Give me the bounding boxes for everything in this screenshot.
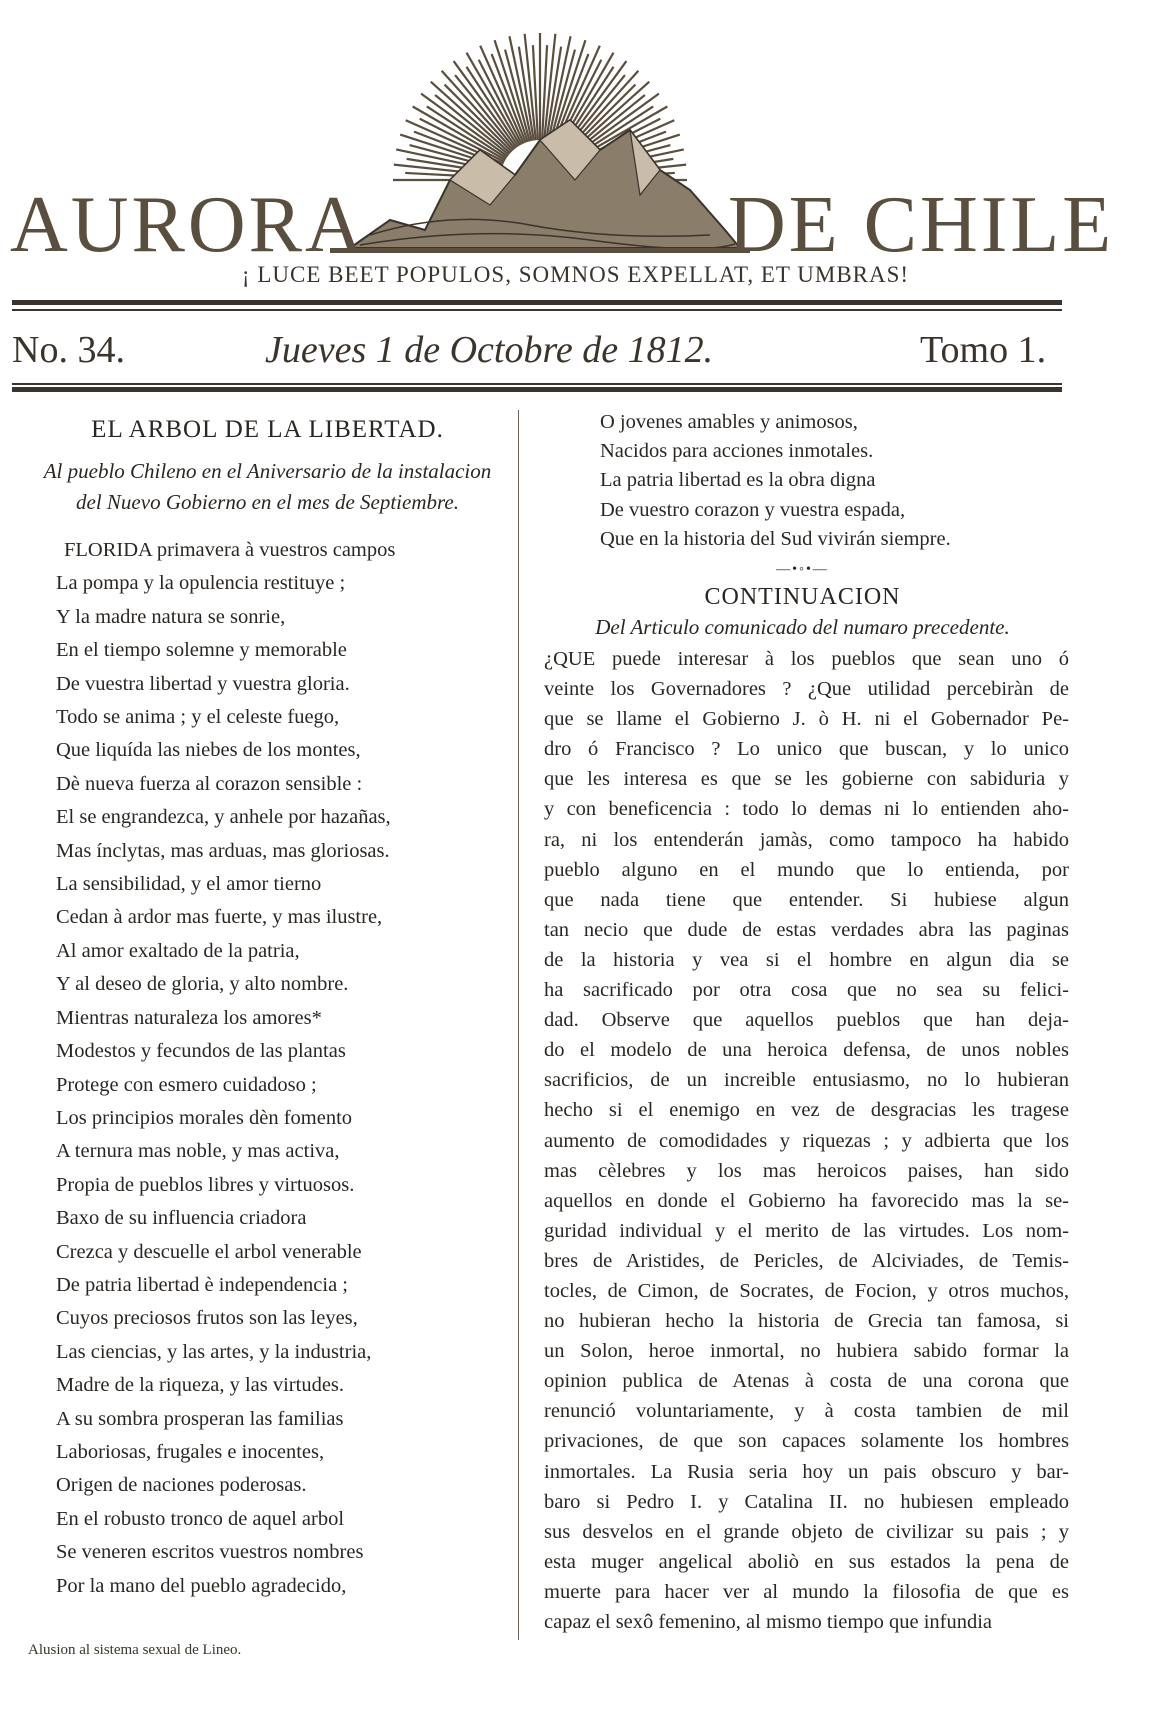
- masthead-title-left: AURORA: [10, 181, 366, 269]
- poem-closing-stanza: [530, 408, 1075, 554]
- poem-title: EL ARBOL DE LA LIBERTAD.: [91, 416, 444, 443]
- poem-body: [20, 534, 515, 1603]
- article-line: muerte para hacer ver al mundo la filosofia de que es: [544, 1580, 1069, 1603]
- header-rule-top-thin: [12, 309, 1062, 311]
- article-line: ha sacrificado por otra cosa que no sea su felici-: [544, 979, 1069, 1002]
- poem-line: Origen de naciones poderosas.: [56, 1474, 307, 1497]
- poem-line: Crezca y descuelle el arbol venerable: [56, 1240, 362, 1263]
- article-line: sus desvelos en el grande objeto de civilizar su pais ; y: [544, 1520, 1069, 1543]
- masthead: [0, 30, 1151, 287]
- header-rule-top: [12, 300, 1062, 305]
- poem-line: De patria libertad è independencia ;: [56, 1273, 348, 1296]
- header-rule-bottom: [12, 387, 1062, 392]
- poem-line: Dè nueva fuerza al corazon sensible :: [56, 772, 363, 795]
- article-subtitle: Del Articulo comunicado del numaro precedente.: [595, 615, 1010, 640]
- article-line: renunció voluntariamente, y à costa tambien de mil: [544, 1400, 1069, 1423]
- article-line: que se llame el Gobierno J. ò H. ni el Gobernador Pe-: [544, 708, 1069, 731]
- poem-line: Todo se anima ; y el celeste fuego,: [56, 706, 340, 729]
- article-line: tan necio que dude de estas verdades abra las paginas: [544, 918, 1069, 941]
- stanza-line: O jovenes amables y animosos,: [600, 411, 858, 433]
- article-line: hecho si el enemigo en vez de desgracias les tragese: [544, 1099, 1069, 1122]
- article-line: que les interesa es que se les gobierne con sabiduria y: [544, 768, 1069, 791]
- poem-line: A su sombra prosperan las familias: [56, 1407, 344, 1430]
- article-line: dad. Observe que aquellos pueblos que han deja-: [544, 1009, 1069, 1032]
- poem-line: En el robusto tronco de aquel arbol: [56, 1507, 345, 1530]
- article-column: [530, 408, 1075, 1637]
- article-line: no hubieran hecho la historia de Grecia tan famosa, si: [544, 1310, 1069, 1333]
- stanza-line: La patria libertad es la obra digna: [600, 469, 876, 492]
- poem-line: Cedan à ardor mas fuerte, y mas ilustre,: [56, 906, 383, 929]
- article-line: esta muger angelical aboliò en sus estados la pena de: [544, 1550, 1069, 1573]
- article-line: que nada tiene que entender. Si hubiese algun: [544, 888, 1069, 911]
- poem-line: Y al deseo de gloria, y alto nombre.: [56, 973, 349, 996]
- poem-dedication-line: del Nuevo Gobierno en el mes de Septiembre.: [76, 490, 459, 514]
- sun-ray: [492, 54, 526, 143]
- poem-line: Mientras naturaleza los amores*: [56, 1006, 322, 1029]
- issue-date: Jueves 1 de Octobre de 1812.: [265, 329, 714, 371]
- poem-line: Madre de la riqueza, y las virtudes.: [56, 1374, 345, 1397]
- article-line: bres de Aristides, de Pericles, de Alciviades, de Temis-: [544, 1249, 1069, 1272]
- poem-line: Propia de pueblos libres y virtuosos.: [56, 1173, 355, 1196]
- poem-line: Al amor exaltado de la patria,: [56, 939, 300, 962]
- header-rule-bottom-thin: [12, 383, 1062, 385]
- poem-line: Mas ínclytas, mas arduas, mas gloriosas.: [56, 839, 390, 862]
- poem-column: [20, 408, 515, 1603]
- article-line: ¿QUE puede interesar à los pueblos que sean uno ó: [544, 648, 1069, 671]
- article-line: aquellos en donde el Gobierno ha favorecido mas la se-: [544, 1189, 1069, 1212]
- poem-line: Se veneren escritos vuestros nombres: [56, 1541, 364, 1564]
- poem-line: FLORIDA primavera à vuestros campos: [64, 539, 396, 561]
- article-line: privaciones, de que son capaces solamente los hombres: [544, 1430, 1069, 1453]
- article-line: sacrificios, de un increible entusiasmo, no lo hubieran: [544, 1069, 1069, 1092]
- masthead-title-right: DE CHILE: [728, 181, 1115, 269]
- section-flourish: —•◦•—: [776, 562, 829, 578]
- article-line: ra, ni los entenderán jamàs, como tampoco ha habido: [544, 828, 1069, 851]
- article-line: pueblo alguno en el mundo que lo entienda, por: [544, 858, 1069, 881]
- article-line: capaz el sexô femenino, al mismo tiempo que infundia: [544, 1611, 993, 1634]
- article-line: tocles, de Cimon, de Socrates, de Focion, y otros muchos,: [544, 1279, 1069, 1302]
- article-body: [530, 644, 1075, 1637]
- stanza-line: Nacidos para acciones inmotales.: [600, 440, 874, 463]
- article-line: de la historia y vea si el hombre en algun dia se: [544, 948, 1069, 971]
- poem-line: Los principios morales dèn fomento: [56, 1106, 353, 1129]
- poem-line: Que liquída las niebes de los montes,: [56, 739, 361, 762]
- rising-sun-mountains-emblem: [330, 30, 750, 265]
- poem-dedication: [20, 456, 515, 518]
- article-line: y con beneficencia : todo lo demas ni lo entienden aho-: [544, 798, 1069, 821]
- poem-line: Laboriosas, frugales e inocentes,: [56, 1440, 325, 1463]
- poem-line: Las ciencias, y las artes, y la industria,: [56, 1340, 372, 1363]
- issue-number: No. 34.: [12, 329, 125, 371]
- poem-line: La sensibilidad, y el amor tierno: [56, 873, 322, 896]
- article-line: do el modelo de una heroica defensa, de unos nobles: [544, 1039, 1069, 1062]
- poem-line: Por la mano del pueblo agradecido,: [56, 1574, 347, 1597]
- issue-tome: Tomo 1.: [920, 329, 1047, 371]
- article-title: CONTINUACION: [704, 584, 901, 611]
- article-line: guridad individual y el merito de las virtudes. Los nom-: [544, 1219, 1069, 1242]
- poem-dedication-line: Al pueblo Chileno en el Aniversario de la instalacion: [43, 459, 492, 483]
- poem-line: En el tiempo solemne y memorable: [56, 639, 347, 662]
- article-line: veinte los Governadores ? ¿Que utilidad percebiràn de: [544, 678, 1069, 701]
- poem-line: Y la madre natura se sonrie,: [56, 605, 286, 628]
- stanza-line: Que en la historia del Sud vivirán siempre.: [600, 527, 951, 550]
- article-line: baro si Pedro I. y Catalina II. no hubiesen empleado: [544, 1490, 1069, 1513]
- article-line: mas cèlebres y los mas heroicos paises, han sido: [544, 1159, 1069, 1182]
- poem-line: A ternura mas noble, y mas activa,: [56, 1140, 340, 1163]
- poem-line: Modestos y fecundos de las plantas: [56, 1040, 346, 1063]
- issue-line: [0, 328, 1151, 378]
- poem-line: El se engrandezca, y anhele por hazañas,: [56, 806, 391, 829]
- poem-footnote: Alusion al sistema sexual de Lineo.: [28, 1642, 242, 1658]
- article-line: opinion publica de Atenas à costa de una corona que: [544, 1370, 1069, 1393]
- poem-line: Baxo de su influencia criadora: [56, 1207, 307, 1230]
- article-line: inmortales. La Rusia seria hoy un pais obscuro y bar-: [544, 1460, 1069, 1483]
- poem-line: De vuestra libertad y vuestra gloria.: [56, 672, 350, 695]
- stanza-line: De vuestro corazon y vuestra espada,: [600, 498, 906, 521]
- masthead-motto: ¡ LUCE BEET POPULOS, SOMNOS EXPELLAT, ET UMBRAS!: [241, 262, 910, 287]
- poem-line: Protege con esmero cuidadoso ;: [56, 1073, 317, 1096]
- column-divider: [518, 410, 519, 1640]
- article-line: dro ó Francisco ? Lo unico que buscan, y lo unico: [544, 738, 1069, 761]
- poem-line: La pompa y la opulencia restituye ;: [56, 572, 346, 595]
- article-line: un Solon, heroe inmortal, no hubiera sabido formar la: [544, 1340, 1069, 1363]
- poem-line: Cuyos preciosos frutos son las leyes,: [56, 1307, 358, 1330]
- article-line: aumento de comodidades y riquezas ; y adbierta que los: [544, 1129, 1069, 1152]
